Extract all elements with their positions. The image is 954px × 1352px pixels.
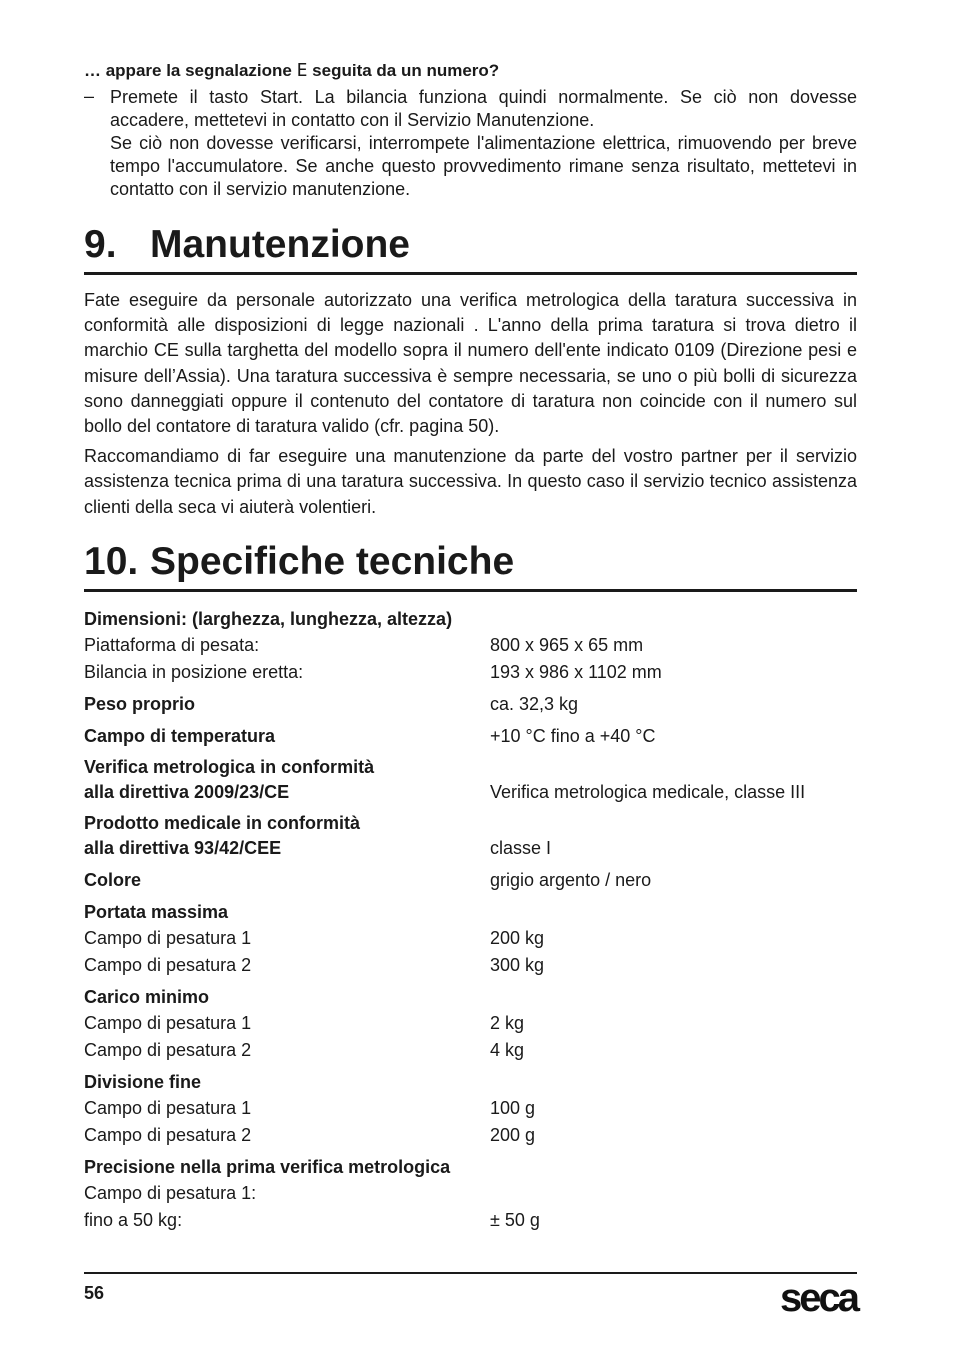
spec-label: Campo di pesatura 2	[84, 1125, 252, 1145]
spec-graduation	[84, 1069, 857, 1149]
spec-max-capacity	[84, 899, 857, 979]
spec-label: Bilancia in posizione eretta:	[84, 662, 304, 682]
spec-label: Campo di temperatura	[84, 726, 276, 746]
spec-value: +10 °C fino a +40 °C	[490, 726, 656, 746]
spec-row	[84, 659, 857, 686]
spec-label: fino a 50 kg:	[84, 1210, 183, 1230]
spec-medical	[84, 811, 857, 861]
section-number: 9.	[84, 223, 117, 266]
spec-value: ca. 32,3 kg	[490, 694, 579, 714]
spec-label: Peso proprio	[84, 694, 196, 714]
spec-value: 4 kg	[490, 1040, 525, 1060]
spec-row	[84, 723, 857, 750]
specs-table	[84, 606, 857, 1239]
spec-row	[84, 1207, 857, 1234]
spec-label: Piattaforma di pesata:	[84, 635, 260, 655]
spec-label: Campo di pesatura 1	[84, 928, 252, 948]
spec-row	[84, 632, 857, 659]
maintenance-body	[84, 288, 857, 525]
footer-divider	[84, 1272, 857, 1274]
troubleshoot-body	[110, 86, 857, 201]
spec-row	[84, 925, 857, 952]
spec-row	[84, 952, 857, 979]
troubleshoot-heading	[84, 60, 499, 81]
spec-value: 193 x 986 x 1102 mm	[490, 662, 662, 682]
spec-value: 300 kg	[490, 955, 545, 975]
spec-row	[84, 1180, 857, 1207]
spec-row	[84, 867, 857, 894]
spec-row	[84, 1095, 857, 1122]
spec-group-heading: Dimensioni: (larghezza, lunghezza, altezza)	[84, 609, 453, 629]
section-title: Manutenzione	[150, 223, 410, 266]
spec-weight	[84, 691, 857, 718]
spec-metrology	[84, 755, 857, 805]
maintenance-paragraph: Fate eseguire da personale autorizzato una verifica metrologica della taratura successiva in conformità alle disposizioni di legge nazionali . L'anno della prima taratura si trova dietro il marchio CE sulla targhetta del modello sopra il numero dell'ente indicato 0109 (Direzione pesi e misure dell’Assia). Una taratura successiva è sempre necessaria, se uno o più bolli di sicurezza sono danneggiati oppure il contenuto del contatore di taratura non coincide con il numero sul bollo del contatore di taratura valido (cfr. pagina 50).	[84, 290, 857, 437]
section-title: Specifiche tecniche	[150, 540, 515, 583]
spec-value: 100 g	[490, 1098, 536, 1118]
spec-label: Colore	[84, 870, 142, 890]
spec-value: 200 g	[490, 1125, 536, 1145]
spec-label: Campo di pesatura 2	[84, 1040, 252, 1060]
spec-row	[84, 1037, 857, 1064]
spec-row	[84, 1010, 857, 1037]
section-heading-specs	[84, 539, 857, 592]
spec-label: Campo di pesatura 1:	[84, 1183, 257, 1203]
spec-temperature	[84, 723, 857, 750]
section-heading-maintenance	[84, 222, 857, 275]
spec-dimensions	[84, 606, 857, 686]
spec-label: Campo di pesatura 1	[84, 1098, 252, 1118]
spec-group-heading: Precisione nella prima verifica metrologica	[84, 1157, 451, 1177]
spec-label-line: alla direttiva 2009/23/CE	[84, 782, 290, 802]
section-number: 10.	[84, 540, 139, 583]
spec-label-line: alla direttiva 93/42/CEE	[84, 838, 282, 858]
troubleshoot-heading-post: seguita da un numero?	[312, 61, 500, 80]
troubleshoot-paragraph: Se ciò non dovesse verificarsi, interrompete l'alimentazione elettrica, rimuovendo per breve tempo l'accumulatore. Se anche questo provvedimento rimane senza risultato, mettetevi in contatto con il servizio manutenzione.	[110, 133, 857, 199]
maintenance-paragraph: Raccomandiamo di far eseguire una manutenzione da parte del vostro partner per il servizio assistenza tecnica prima di una taratura successiva. In questo caso il servizio tecnico assistenza clienti della seca vi aiuterà volentieri.	[84, 446, 857, 517]
spec-label	[84, 755, 490, 805]
troubleshoot-paragraph: Premete il tasto Start. La bilancia funziona quindi normalmente. Se ciò non dovesse accadere, mettetevi in contatto con il Servizio Manutenzione.	[110, 87, 857, 130]
spec-value: grigio argento / nero	[490, 870, 652, 890]
error-display-glyph: E	[296, 60, 308, 81]
spec-precision	[84, 1154, 857, 1234]
spec-value: 200 kg	[490, 928, 545, 948]
troubleshoot-heading-pre: … appare la segnalazione	[84, 61, 292, 80]
spec-label-line: Prodotto medicale in conformità	[84, 813, 361, 833]
spec-min-load	[84, 984, 857, 1064]
spec-value: classe I	[490, 838, 552, 858]
spec-group-heading: Divisione fine	[84, 1072, 202, 1092]
spec-label-line: Verifica metrologica in conformità	[84, 757, 375, 777]
spec-group-heading: Carico minimo	[84, 987, 210, 1007]
spec-value: 800 x 965 x 65 mm	[490, 635, 644, 655]
spec-label	[84, 811, 490, 861]
spec-value: Verifica metrologica medicale, classe III	[490, 782, 806, 802]
page-number: 56	[84, 1283, 105, 1303]
spec-group-heading: Portata massima	[84, 902, 229, 922]
spec-label: Campo di pesatura 2	[84, 955, 252, 975]
spec-row	[84, 691, 857, 718]
list-dash: –	[84, 86, 95, 106]
spec-label: Campo di pesatura 1	[84, 1013, 252, 1033]
spec-row	[84, 1122, 857, 1149]
spec-value: ± 50 g	[490, 1210, 540, 1230]
spec-color	[84, 867, 857, 894]
spec-value: 2 kg	[490, 1013, 525, 1033]
seca-logo: seca	[780, 1276, 857, 1320]
